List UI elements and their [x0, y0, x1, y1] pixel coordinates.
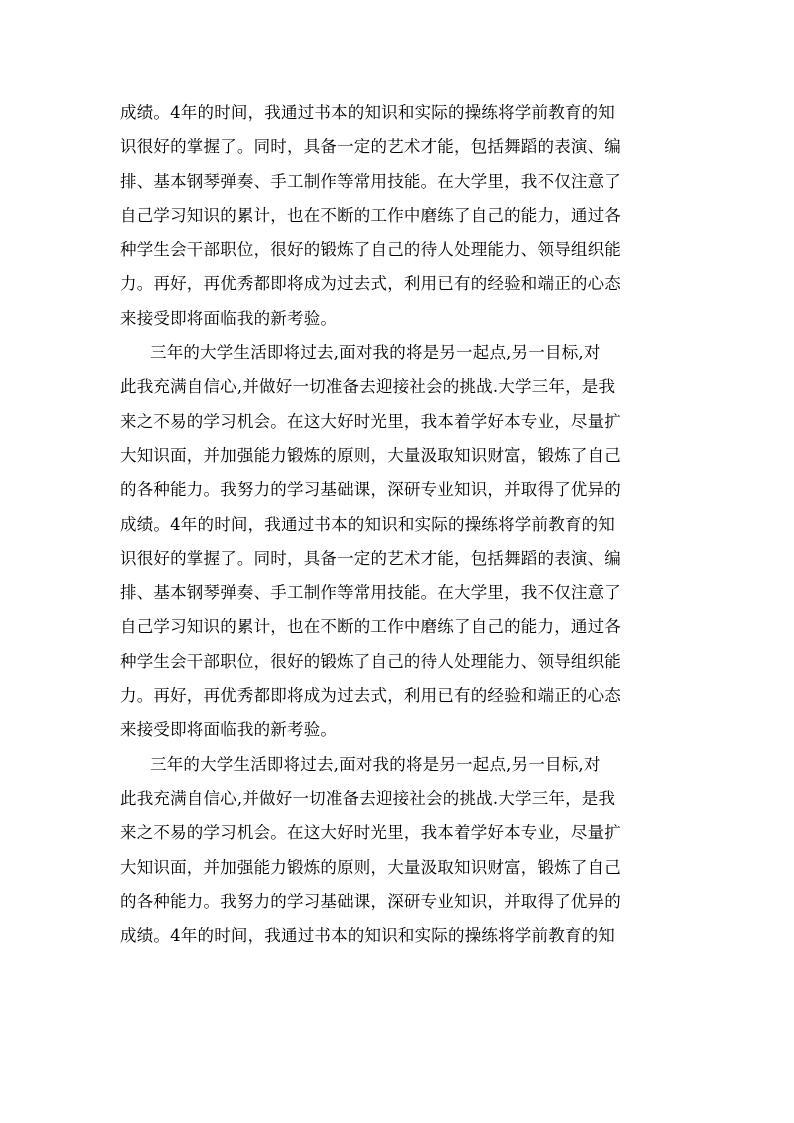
text-line: 自己学习知识的累计，也在不断的工作中磨练了自己的能力，通过各 — [120, 617, 621, 637]
text-line: 力。再好，再优秀都即将成为过去式，利用已有的经验和端正的心态 — [120, 274, 621, 294]
text-line: 三年的大学生活即将过去,面对我的将是另一起点,另一目标,对 — [150, 754, 601, 774]
text-line: 成绩。4年的时间，我通过书本的知识和实际的操练将学前教育的知 — [120, 103, 615, 122]
text-line: 自己学习知识的累计，也在不断的工作中磨练了自己的能力，通过各 — [120, 205, 621, 225]
text-line: 的各种能力。我努力的学习基础课，深研专业知识，并取得了优异的 — [120, 480, 621, 500]
text-line: 种学生会干部职位，很好的锻炼了自己的待人处理能力、领导组织能 — [120, 240, 621, 260]
text-line: 成绩。4年的时间，我通过书本的知识和实际的操练将学前教育的知 — [120, 514, 615, 534]
text-line: 三年的大学生活即将过去,面对我的将是另一起点,另一目标,对 — [150, 343, 601, 363]
text-line: 识很好的掌握了。同时，具备一定的艺术才能，包括舞蹈的表演、编 — [120, 548, 621, 568]
text-line: 来之不易的学习机会。在这大好时光里，我本着学好本专业，尽量扩 — [120, 823, 621, 843]
text-line: 此我充满自信心,并做好一切准备去迎接社会的挑战.大学三年，是我 — [120, 788, 616, 808]
body-text — [120, 96, 680, 953]
text-line: 来接受即将面临我的新考验。 — [120, 720, 338, 740]
text-line: 成绩。4年的时间，我通过书本的知识和实际的操练将学前教育的知 — [120, 926, 615, 946]
text-line: 来之不易的学习机会。在这大好时光里，我本着学好本专业，尽量扩 — [120, 411, 621, 431]
text-line: 排、基本钢琴弹奏、手工制作等常用技能。在大学里，我不仅注意了 — [120, 171, 621, 191]
text-line: 识很好的掌握了。同时，具备一定的艺术才能，包括舞蹈的表演、编 — [120, 137, 621, 157]
text-line: 此我充满自信心,并做好一切准备去迎接社会的挑战.大学三年，是我 — [120, 377, 616, 397]
text-line: 排、基本钢琴弹奏、手工制作等常用技能。在大学里，我不仅注意了 — [120, 583, 621, 603]
text-line: 的各种能力。我努力的学习基础课，深研专业知识，并取得了优异的 — [120, 891, 621, 911]
text-line: 力。再好，再优秀都即将成为过去式，利用已有的经验和端正的心态 — [120, 686, 621, 706]
text-line: 大知识面，并加强能力锻炼的原则，大量汲取知识财富，锻炼了自己 — [120, 445, 621, 465]
text-line: 大知识面，并加强能力锻炼的原则，大量汲取知识财富，锻炼了自己 — [120, 857, 621, 877]
text-line: 来接受即将面临我的新考验。 — [120, 308, 338, 328]
text-line: 种学生会干部职位，很好的锻炼了自己的待人处理能力、领导组织能 — [120, 651, 621, 671]
